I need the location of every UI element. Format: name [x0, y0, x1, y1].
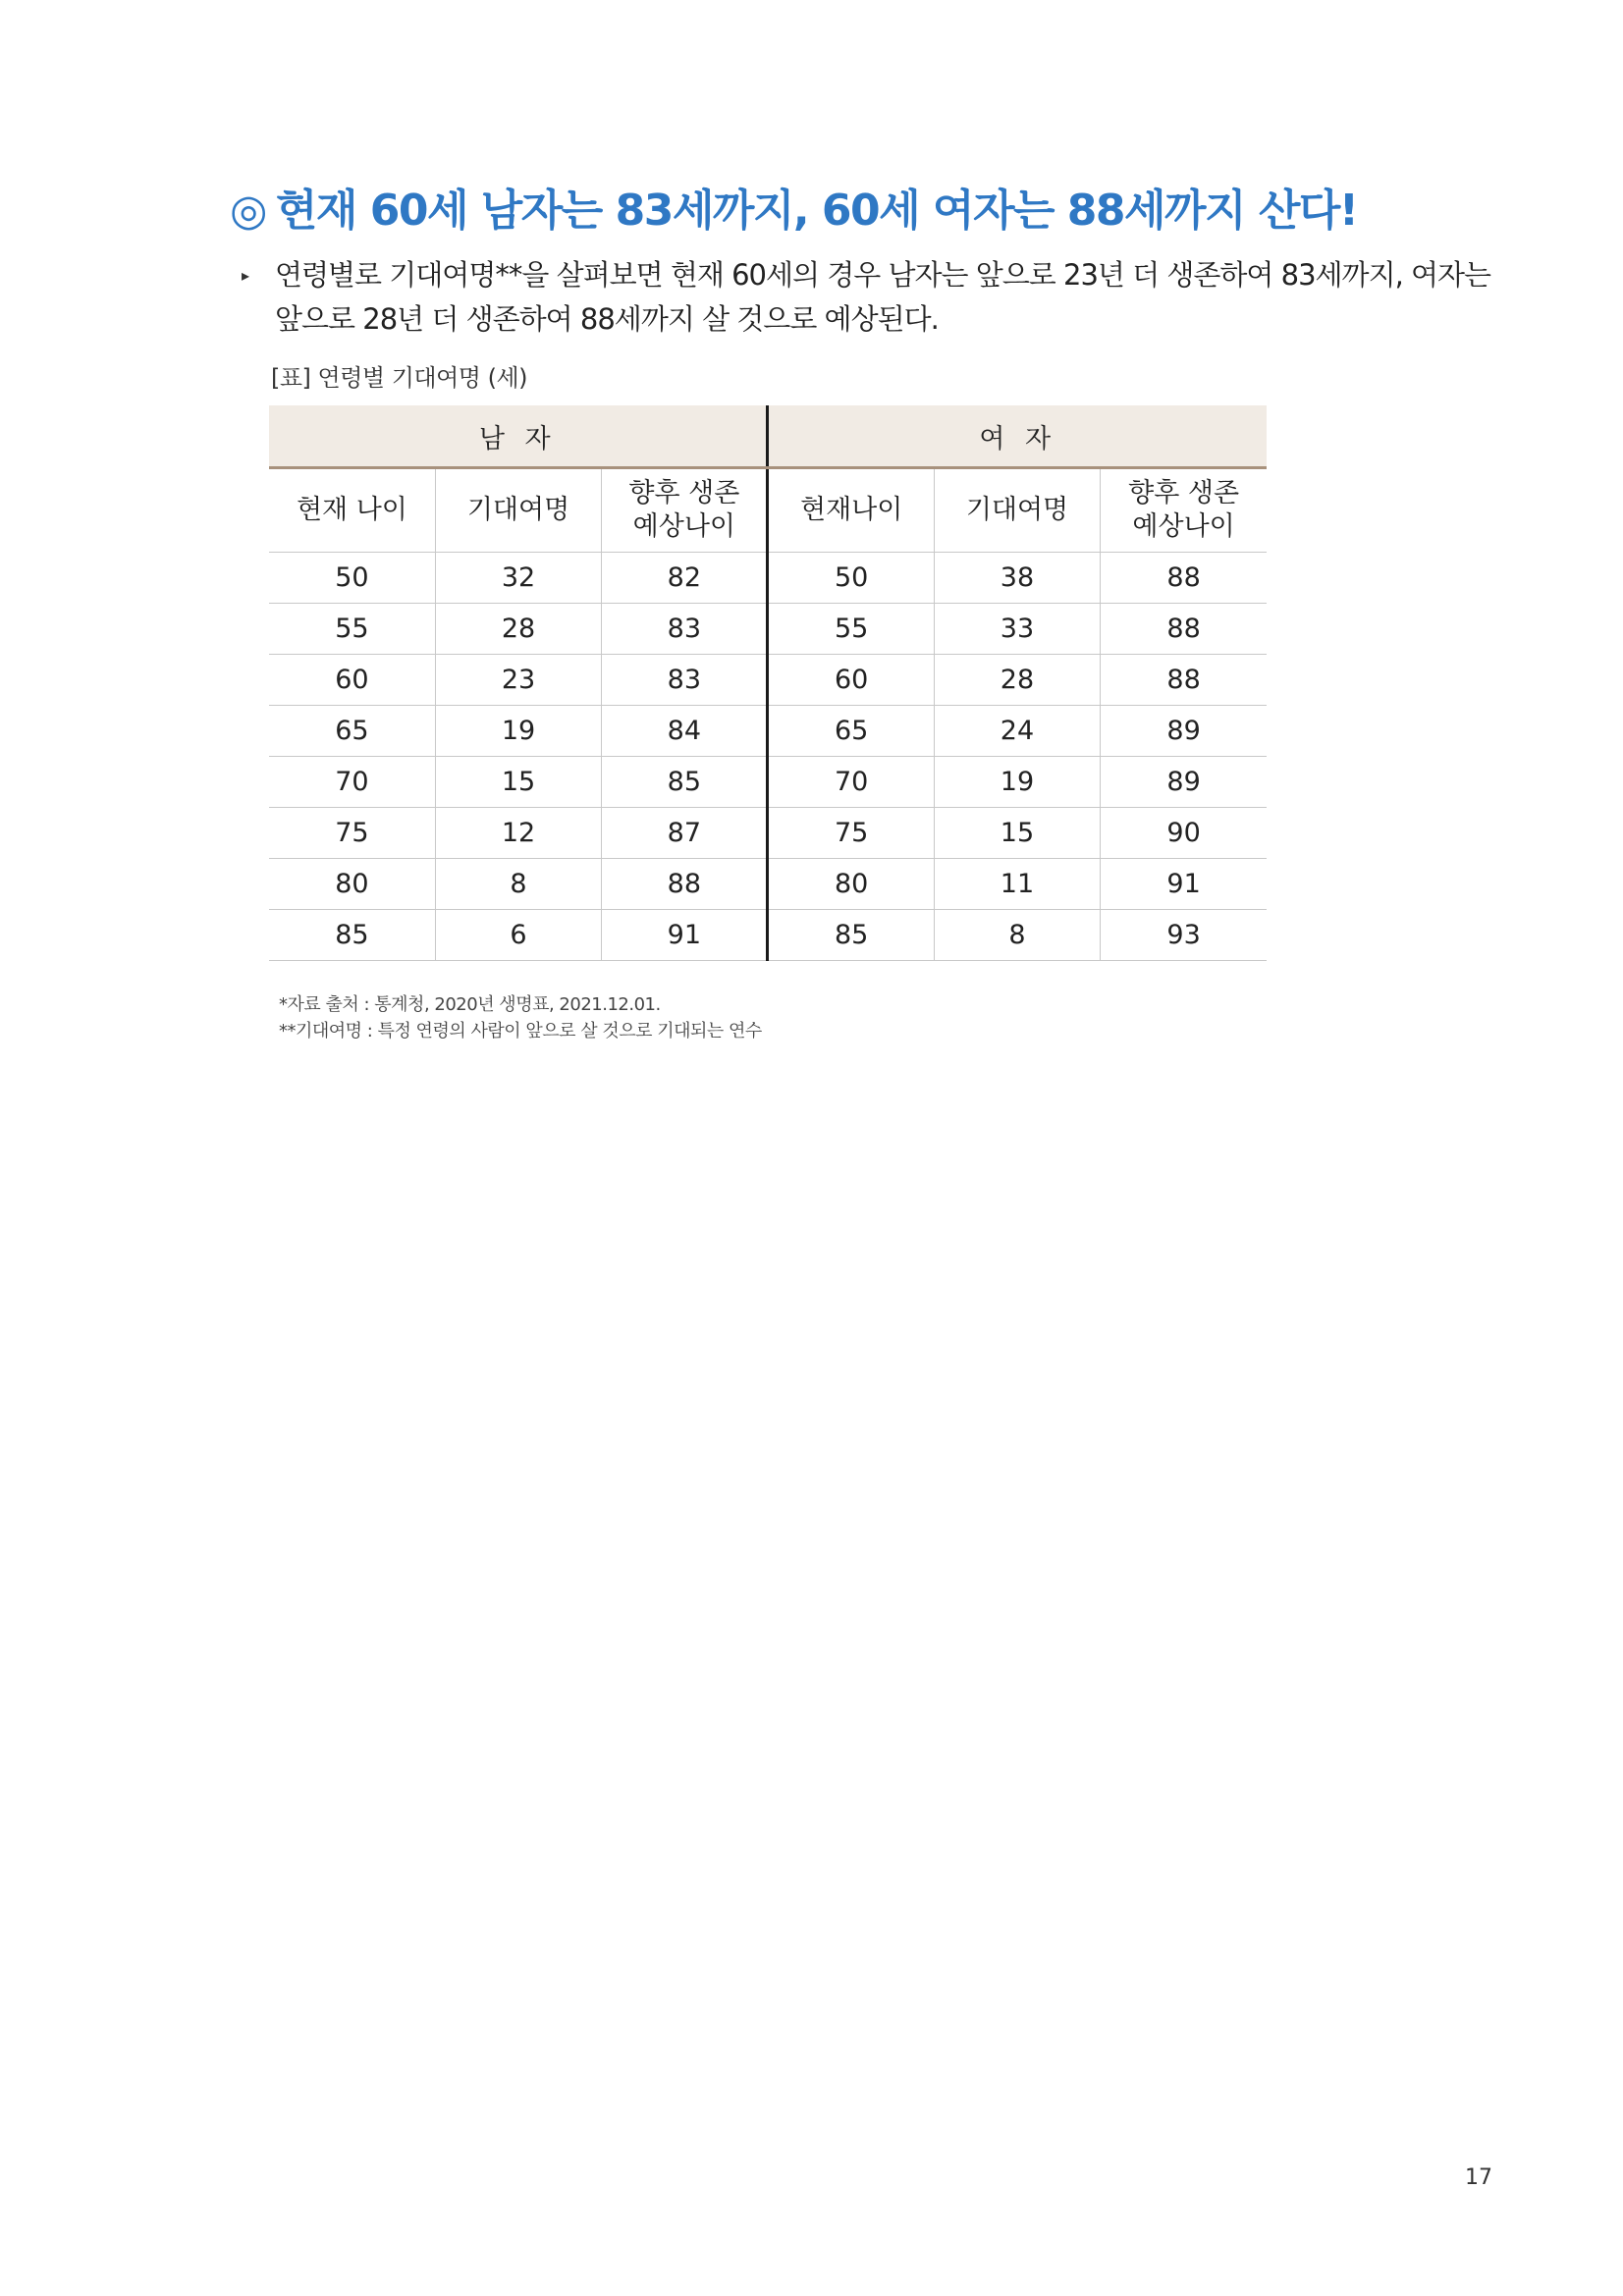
female-expectancy-cell: 28	[934, 655, 1100, 706]
female-expected-age-header-line1: 향후 생존	[1128, 478, 1240, 508]
table-column-header-row	[269, 468, 1267, 553]
summary-paragraph	[242, 253, 1497, 342]
male-expectancy-cell: 6	[435, 910, 601, 961]
male-age-cell: 80	[269, 859, 435, 910]
male-expected-age-cell: 84	[602, 706, 768, 757]
female-expected-age-cell: 89	[1101, 757, 1267, 808]
female-expected-age-cell: 93	[1101, 910, 1267, 961]
male-expected-age-cell: 88	[602, 859, 768, 910]
table-row	[269, 706, 1267, 757]
triangle-bullet-icon: ▸	[242, 266, 249, 285]
female-expectancy-cell: 38	[934, 553, 1100, 604]
male-age-cell: 55	[269, 604, 435, 655]
male-expectancy-cell: 28	[435, 604, 601, 655]
female-expectancy-cell: 33	[934, 604, 1100, 655]
table-row	[269, 808, 1267, 859]
female-age-cell: 70	[768, 757, 934, 808]
male-expected-age-cell: 83	[602, 655, 768, 706]
male-expected-age-header-line2: 예상나이	[632, 511, 735, 542]
definition-footnote: **기대여명 : 특정 연령의 사람이 앞으로 살 것으로 기대되는 연수	[279, 1021, 762, 1041]
female-expected-age-cell: 90	[1101, 808, 1267, 859]
male-age-header: 현재 나이	[269, 468, 435, 553]
female-expected-age-cell: 91	[1101, 859, 1267, 910]
table-group-header-row	[269, 405, 1267, 468]
table-caption: [표] 연령별 기대여명 (세)	[271, 364, 527, 392]
female-group-header: 여 자	[768, 405, 1267, 468]
female-age-cell: 60	[768, 655, 934, 706]
female-age-cell: 65	[768, 706, 934, 757]
page-title-text: 현재 60세 남자는 83세까지, 60세 여자는 88세까지 산다!	[275, 186, 1358, 236]
female-expectancy-cell: 24	[934, 706, 1100, 757]
table-row	[269, 859, 1267, 910]
female-age-cell: 80	[768, 859, 934, 910]
table-row	[269, 604, 1267, 655]
male-age-cell: 85	[269, 910, 435, 961]
male-expectancy-cell: 32	[435, 553, 601, 604]
male-expected-age-header-line1: 향후 생존	[628, 478, 740, 508]
summary-text: 연령별로 기대여명**을 살펴보면 현재 60세의 경우 남자는 앞으로 23년 더 생존하여 83세까지, 여자는 앞으로 28년 더 생존하여 88세까지 살 것으로 예상된다.	[275, 258, 1491, 336]
female-age-header: 현재나이	[768, 468, 934, 553]
footnotes	[279, 991, 762, 1044]
male-expectancy-header: 기대여명	[435, 468, 601, 553]
female-expectancy-cell: 11	[934, 859, 1100, 910]
double-circle-icon: ◎	[230, 186, 266, 236]
male-age-cell: 65	[269, 706, 435, 757]
female-expected-age-cell: 88	[1101, 553, 1267, 604]
female-expectancy-cell: 19	[934, 757, 1100, 808]
male-group-header: 남 자	[269, 405, 768, 468]
female-expectancy-header: 기대여명	[934, 468, 1100, 553]
male-expectancy-cell: 15	[435, 757, 601, 808]
female-expected-age-cell: 88	[1101, 604, 1267, 655]
female-expected-age-cell: 88	[1101, 655, 1267, 706]
male-expectancy-cell: 23	[435, 655, 601, 706]
male-age-cell: 70	[269, 757, 435, 808]
table-row	[269, 757, 1267, 808]
female-expectancy-cell: 15	[934, 808, 1100, 859]
female-expected-age-header-line2: 예상나이	[1132, 511, 1235, 542]
male-expected-age-cell: 85	[602, 757, 768, 808]
male-age-cell: 50	[269, 553, 435, 604]
table-row	[269, 910, 1267, 961]
male-age-cell: 60	[269, 655, 435, 706]
page-number: 17	[1465, 2165, 1492, 2190]
source-footnote: *자료 출처 : 통계청, 2020년 생명표, 2021.12.01.	[279, 994, 661, 1015]
female-age-cell: 50	[768, 553, 934, 604]
female-expected-age-cell: 89	[1101, 706, 1267, 757]
male-expected-age-cell: 91	[602, 910, 768, 961]
table-row	[269, 553, 1267, 604]
male-expectancy-cell: 19	[435, 706, 601, 757]
page-title	[230, 175, 1357, 238]
female-expectancy-cell: 8	[934, 910, 1100, 961]
male-expected-age-header	[602, 468, 768, 553]
male-expectancy-cell: 8	[435, 859, 601, 910]
male-expectancy-cell: 12	[435, 808, 601, 859]
male-expected-age-cell: 87	[602, 808, 768, 859]
female-age-cell: 55	[768, 604, 934, 655]
male-age-cell: 75	[269, 808, 435, 859]
table-row	[269, 655, 1267, 706]
female-age-cell: 85	[768, 910, 934, 961]
male-expected-age-cell: 82	[602, 553, 768, 604]
female-age-cell: 75	[768, 808, 934, 859]
female-expected-age-header	[1101, 468, 1267, 553]
male-expected-age-cell: 83	[602, 604, 768, 655]
life-expectancy-table	[269, 405, 1267, 961]
